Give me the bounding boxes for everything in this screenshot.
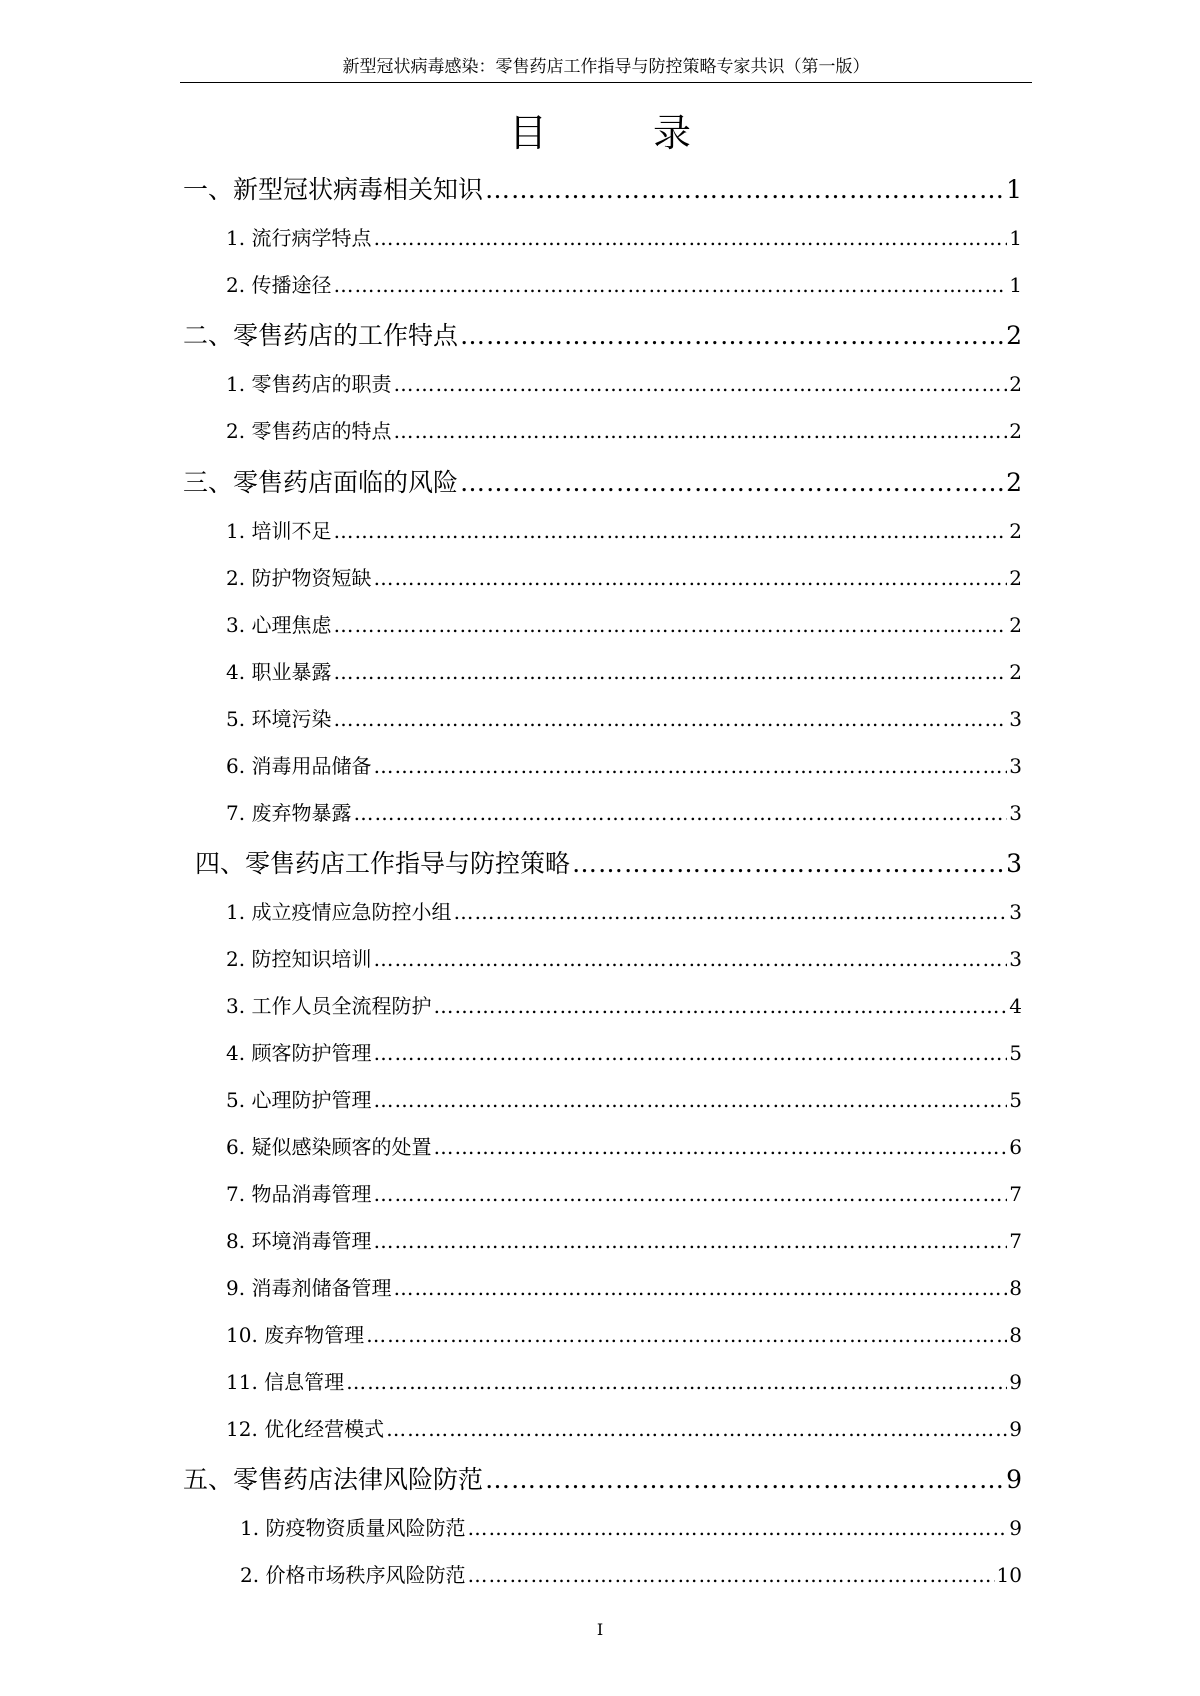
toc-leader <box>433 994 1007 1018</box>
toc-subsection[interactable] <box>226 1131 1022 1160</box>
toc-entry-label: 二、零售药店的工作特点 <box>183 321 459 350</box>
toc-subsection[interactable] <box>226 1037 1022 1066</box>
toc-title: 目 录 <box>508 111 725 155</box>
toc-leader <box>333 519 1007 543</box>
toc-entry-page: 7 <box>1009 1229 1022 1253</box>
toc-entry-page: 6 <box>1009 1135 1022 1159</box>
toc-entry-label: 2. 传播途径 <box>226 273 332 297</box>
toc-subsection[interactable] <box>226 1366 1022 1395</box>
toc-leader <box>373 1088 1007 1112</box>
toc-entry-label: 2. 防控知识培训 <box>226 947 372 971</box>
toc-entry-label: 四、零售药店工作指导与防控策略 <box>195 849 571 878</box>
toc-subsection[interactable] <box>226 515 1022 544</box>
toc-entry-page: 9 <box>1006 1465 1022 1494</box>
toc-leader <box>333 613 1007 637</box>
toc-section-1[interactable] <box>183 170 1022 206</box>
toc-leader <box>467 1563 994 1587</box>
toc-entry-label: 8. 环境消毒管理 <box>226 1229 372 1253</box>
toc-subsection[interactable] <box>226 1178 1022 1207</box>
toc-leader <box>453 900 1007 924</box>
toc-subsection[interactable] <box>226 415 1022 444</box>
toc-subsection[interactable] <box>226 1413 1022 1442</box>
toc-leader <box>373 1182 1007 1206</box>
toc-entry-label: 4. 顾客防护管理 <box>226 1041 372 1065</box>
toc-entry-label: 12. 优化经营模式 <box>226 1417 385 1441</box>
toc-entry-label: 2. 零售药店的特点 <box>226 419 392 443</box>
toc-entry-page: 2 <box>1009 519 1022 543</box>
toc-leader <box>373 226 1007 250</box>
toc-entry-page: 3 <box>1009 900 1022 924</box>
toc-leader <box>373 566 1007 590</box>
toc-leader <box>333 707 1007 731</box>
toc-subsection[interactable] <box>226 222 1022 251</box>
toc-entry-label: 11. 信息管理 <box>226 1370 345 1394</box>
toc-subsection[interactable] <box>226 750 1022 779</box>
toc-entry-page: 8 <box>1009 1323 1022 1347</box>
toc-subsection[interactable] <box>226 269 1022 298</box>
toc-subsection[interactable] <box>226 703 1022 732</box>
toc-leader <box>333 660 1007 684</box>
toc-leader <box>333 273 1007 297</box>
toc-entry-label: 1. 培训不足 <box>226 519 332 543</box>
toc-entry-page: 2 <box>1009 372 1022 396</box>
toc-entry-label: 5. 环境污染 <box>226 707 332 731</box>
toc-subsection[interactable] <box>226 656 1022 685</box>
toc-entry-page: 3 <box>1009 754 1022 778</box>
toc-section-3[interactable] <box>183 463 1022 499</box>
toc-entry-label: 一、新型冠状病毒相关知识 <box>183 175 484 204</box>
toc-entry-page: 9 <box>1009 1370 1022 1394</box>
toc-leader <box>393 1276 1007 1300</box>
toc-entry-label: 3. 工作人员全流程防护 <box>226 994 432 1018</box>
toc-subsection[interactable] <box>226 797 1022 826</box>
toc-entry-label: 1. 流行病学特点 <box>226 226 372 250</box>
toc-subsection[interactable] <box>240 1559 1022 1588</box>
toc-entry-page: 3 <box>1009 801 1022 825</box>
toc-subsection[interactable] <box>226 609 1022 638</box>
toc-leader <box>346 1370 1007 1394</box>
toc-entry-page: 3 <box>1006 849 1022 878</box>
toc-entry-page: 1 <box>1009 226 1022 250</box>
toc-entry-page: 4 <box>1009 994 1022 1018</box>
toc-leader <box>393 372 1007 396</box>
toc-entry-label: 3. 心理焦虑 <box>226 613 332 637</box>
toc-entry-page: 5 <box>1009 1088 1022 1112</box>
toc-entry-label: 5. 心理防护管理 <box>226 1088 372 1112</box>
toc-entry-label: 1. 成立疫情应急防控小组 <box>226 900 452 924</box>
toc-entry-label: 2. 防护物资短缺 <box>226 566 372 590</box>
running-header: 新型冠状病毒感染：零售药店工作指导与防控策略专家共识（第一版） <box>180 52 1032 83</box>
toc-entry-page: 8 <box>1009 1276 1022 1300</box>
toc-subsection[interactable] <box>226 1272 1022 1301</box>
toc-leader <box>485 1465 1004 1494</box>
toc-entry-label: 7. 废弃物暴露 <box>226 801 352 825</box>
toc-subsection[interactable] <box>240 1512 1022 1541</box>
toc-subsection[interactable] <box>226 896 1022 925</box>
toc-section-2[interactable] <box>183 316 1022 352</box>
toc-leader <box>373 754 1007 778</box>
toc-subsection[interactable] <box>226 990 1022 1019</box>
toc-entry-page: 5 <box>1009 1041 1022 1065</box>
toc-leader <box>373 1041 1007 1065</box>
toc-entry-label: 10. 废弃物管理 <box>226 1323 365 1347</box>
toc-leader <box>467 1516 1007 1540</box>
toc-entry-label: 4. 职业暴露 <box>226 660 332 684</box>
toc-leader <box>460 468 1004 497</box>
toc-entry-page: 7 <box>1009 1182 1022 1206</box>
toc-entry-label: 9. 消毒剂储备管理 <box>226 1276 392 1300</box>
toc-entry-page: 2 <box>1006 468 1022 497</box>
toc-leader <box>572 849 1004 878</box>
toc-entry-page: 3 <box>1009 947 1022 971</box>
toc-subsection[interactable] <box>226 1319 1022 1348</box>
toc-entry-page: 2 <box>1006 321 1022 350</box>
toc-entry-label: 1. 防疫物资质量风险防范 <box>240 1516 466 1540</box>
toc-leader <box>373 947 1007 971</box>
toc-entry-label: 2. 价格市场秩序风险防范 <box>240 1563 466 1587</box>
toc-entry-page: 9 <box>1009 1417 1022 1441</box>
toc-leader <box>366 1323 1007 1347</box>
toc-subsection[interactable] <box>226 368 1022 397</box>
toc-entry-page: 2 <box>1009 419 1022 443</box>
toc-subsection[interactable] <box>226 943 1022 972</box>
toc-entry-label: 三、零售药店面临的风险 <box>183 468 459 497</box>
toc-subsection[interactable] <box>226 1084 1022 1113</box>
toc-entry-page: 2 <box>1009 660 1022 684</box>
toc-section-4[interactable] <box>195 844 1022 880</box>
toc-subsection[interactable] <box>226 1225 1022 1254</box>
toc-leader <box>353 801 1007 825</box>
toc-entry-page: 1 <box>1006 175 1022 204</box>
toc-subsection[interactable] <box>226 562 1022 591</box>
page-number: I <box>596 1620 604 1639</box>
toc-leader <box>460 321 1004 350</box>
toc-entry-page: 9 <box>1009 1516 1022 1540</box>
toc-leader <box>393 419 1007 443</box>
toc-leader <box>373 1229 1007 1253</box>
toc-entry-page: 1 <box>1009 273 1022 297</box>
toc-entry-page: 2 <box>1009 613 1022 637</box>
toc-leader <box>386 1417 1007 1441</box>
toc-entry-page: 3 <box>1009 707 1022 731</box>
toc-entry-label: 7. 物品消毒管理 <box>226 1182 372 1206</box>
toc-leader <box>433 1135 1007 1159</box>
toc-entry-label: 1. 零售药店的职责 <box>226 372 392 396</box>
toc-entry-label: 6. 消毒用品储备 <box>226 754 372 778</box>
toc-section-5[interactable] <box>183 1460 1022 1496</box>
toc-entry-label: 五、零售药店法律风险防范 <box>183 1465 484 1494</box>
toc-entry-page: 2 <box>1009 566 1022 590</box>
toc-entry-page: 10 <box>996 1563 1022 1587</box>
toc-entry-label: 6. 疑似感染顾客的处置 <box>226 1135 432 1159</box>
toc-leader <box>485 175 1004 204</box>
